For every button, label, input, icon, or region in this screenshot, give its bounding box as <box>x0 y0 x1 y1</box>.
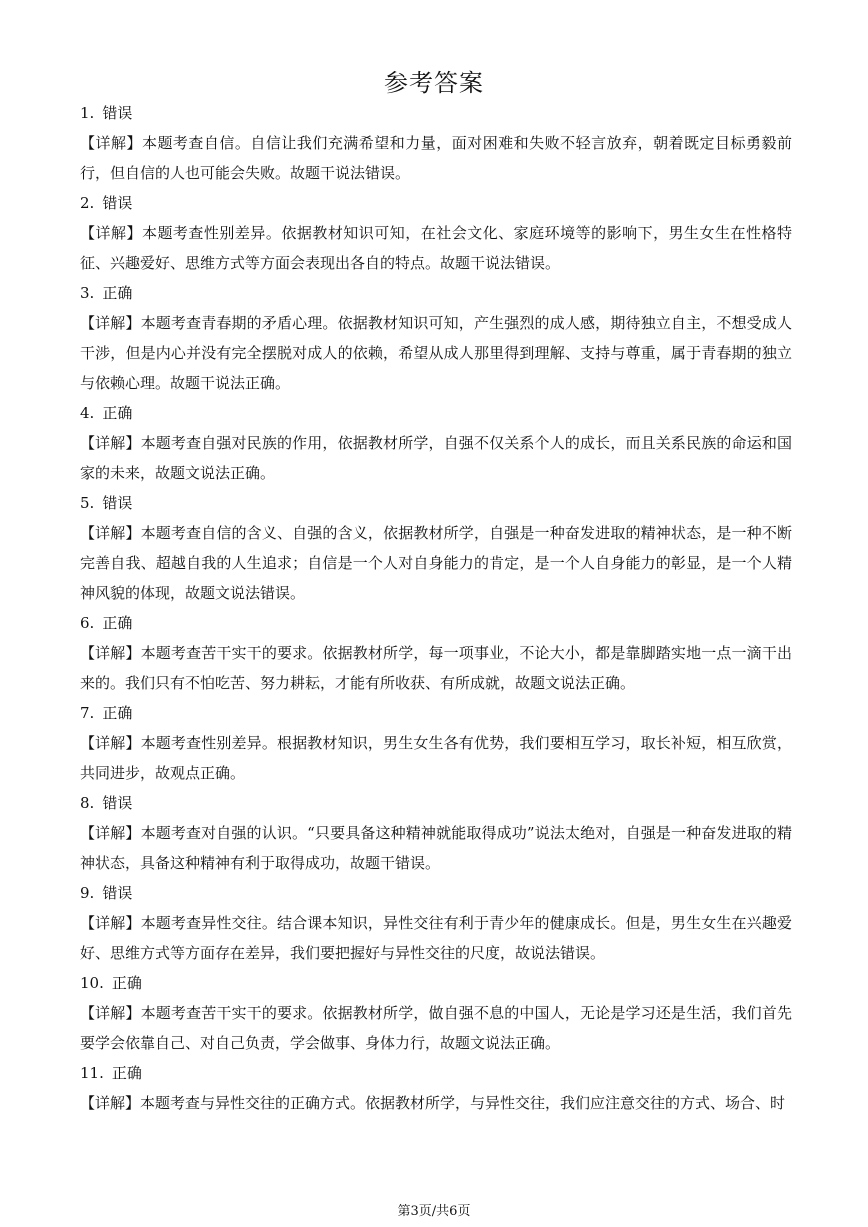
answer-explanation: 【详解】本题考查性别差异。依据教材知识可知，在社会文化、家庭环境等的影响下，男生女生在性格特征、兴趣爱好、思维方式等方面会表现出各自的特点。故题干说法错误。 <box>80 224 792 272</box>
answer-explanation: 【详解】本题考查性别差异。根据教材知识，男生女生各有优势，我们要相互学习，取长补短，相互欣赏，共同进步，故观点正确。 <box>80 734 792 782</box>
page-title: 参考答案 <box>384 69 484 97</box>
answer-explanation: 【详解】本题考查苦干实干的要求。依据教材所学，每一项事业，不论大小，都是靠脚踏实地一点一滴干出来的。我们只有不怕吃苦、努力耕耘，才能有所收获、有所成就，故题文说法正确。 <box>80 644 792 692</box>
question-number: 10. <box>80 974 104 992</box>
answer-line <box>80 98 792 128</box>
answer-value: 正确 <box>102 284 133 302</box>
answer-value: 正确 <box>102 704 133 722</box>
question-number: 1. <box>80 104 95 122</box>
answer-list <box>80 98 792 1118</box>
answer-value: 正确 <box>111 974 142 992</box>
answer-line <box>80 968 792 998</box>
answer-explanation: 【详解】本题考查与异性交往的正确方式。依据教材所学，与异性交往，我们应注意交往的方式、场合、时 <box>80 1094 786 1112</box>
question-number: 11. <box>80 1064 104 1082</box>
question-number: 2. <box>80 194 95 212</box>
question-number: 3. <box>80 284 95 302</box>
question-number: 5. <box>80 494 95 512</box>
answer-explanation: 【详解】本题考查对自强的认识。“只要具备这种精神就能取得成功”说法太绝对，自强是一种奋发进取的精神状态，具备这种精神有利于取得成功，故题干错误。 <box>80 824 792 872</box>
question-number: 7. <box>80 704 95 722</box>
question-number: 9. <box>80 884 95 902</box>
answer-explanation: 【详解】本题考查异性交往。结合课本知识，异性交往有利于青少年的健康成长。但是，男生女生在兴趣爱好、思维方式等方面存在差异，我们要把握好与异性交往的尺度，故说法错误。 <box>80 914 792 962</box>
answer-value: 错误 <box>102 884 133 902</box>
answer-value: 错误 <box>102 494 133 512</box>
answer-line <box>80 398 792 428</box>
answer-value: 正确 <box>111 1064 142 1082</box>
answer-value: 错误 <box>102 104 133 122</box>
answer-explanation: 【详解】本题考查自强对民族的作用，依据教材所学，自强不仅关系个人的成长，而且关系民族的命运和国家的未来，故题文说法正确。 <box>80 434 792 482</box>
answer-line <box>80 878 792 908</box>
answer-line <box>80 278 792 308</box>
answer-explanation: 【详解】本题考查青春期的矛盾心理。依据教材知识可知，产生强烈的成人感，期待独立自主，不想受成人干涉，但是内心并没有完全摆脱对成人的依赖，希望从成人那里得到理解、支持与尊重，属于青春期的独立与依赖心理。故题干说法正确。 <box>80 314 792 392</box>
answer-explanation: 【详解】本题考查自信的含义、自强的含义，依据教材所学，自强是一种奋发进取的精神状态，是一种不断完善自我、超越自我的人生追求；自信是一个人对自身能力的肯定，是一个人自身能力的彰显，是一个人精神风貌的体现，故题文说法错误。 <box>80 524 792 602</box>
answer-line <box>80 188 792 218</box>
answer-line <box>80 1058 792 1088</box>
answer-line <box>80 608 792 638</box>
question-number: 4. <box>80 404 95 422</box>
answer-value: 错误 <box>102 794 133 812</box>
answer-value: 正确 <box>102 404 133 422</box>
answer-value: 错误 <box>102 194 133 212</box>
answer-explanation: 【详解】本题考查自信。自信让我们充满希望和力量，面对困难和失败不轻言放弃，朝着既定目标勇毅前行，但自信的人也可能会失败。故题干说法错误。 <box>80 134 792 182</box>
question-number: 8. <box>80 794 95 812</box>
answer-value: 正确 <box>102 614 133 632</box>
answer-line <box>80 698 792 728</box>
answer-explanation: 【详解】本题考查苦干实干的要求。依据教材所学，做自强不息的中国人，无论是学习还是生活，我们首先要学会依靠自己、对自己负责，学会做事、身体力行，故题文说法正确。 <box>80 1004 792 1052</box>
answer-line <box>80 788 792 818</box>
answer-line <box>80 488 792 518</box>
page-footer: 第3页/共6页 <box>397 1204 471 1219</box>
question-number: 6. <box>80 614 95 632</box>
